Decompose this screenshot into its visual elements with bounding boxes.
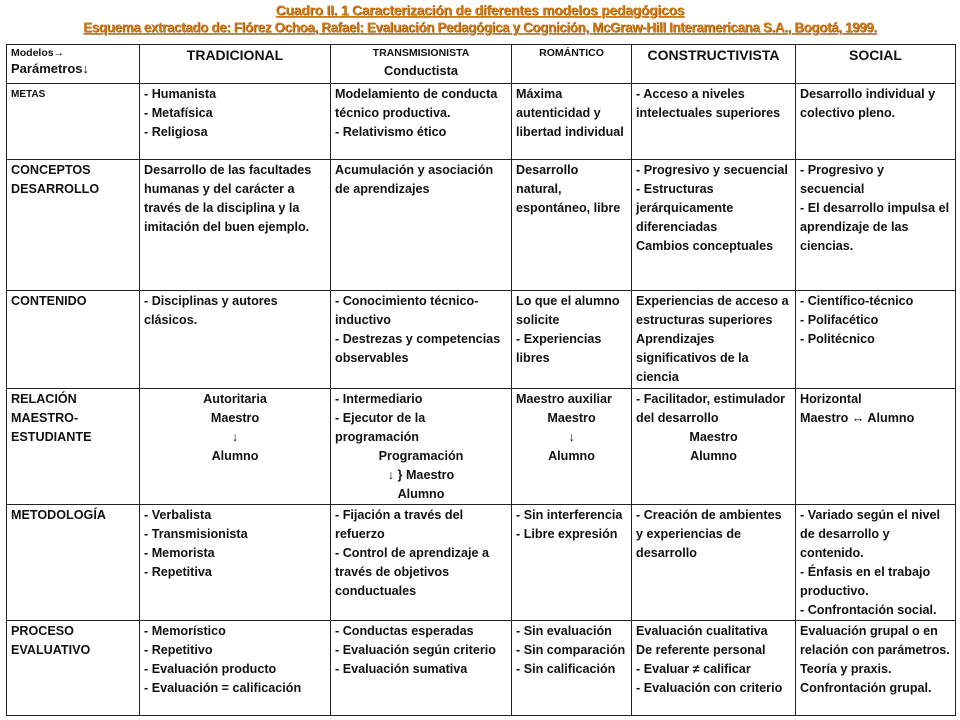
cell-relacion-social [796, 389, 956, 505]
contenido-label: CONTENIDO [11, 294, 87, 308]
cell-proceso-social [796, 621, 956, 716]
cell-line: - Científico-técnico [800, 294, 914, 308]
cell-line: Alumno [397, 487, 445, 501]
cell-conceptos-social [796, 160, 956, 291]
down-arrow-icon: ↓ [231, 430, 239, 444]
parameters-label: Parámetros↓ [11, 61, 90, 76]
row-label-metas [7, 84, 140, 160]
cell-line: - Experiencias libres [516, 332, 602, 365]
cell-line: - Evaluar ≠ calificar [636, 662, 751, 676]
table-row-contenido [7, 291, 956, 389]
table-row-relacion [7, 389, 956, 505]
cell-line: Aprendizajes significativos de la ciencia [636, 332, 749, 384]
cell-line: - Ejecutor de la programación [335, 411, 426, 444]
cell-line: - Variado según el nivel de desarrollo y contenido. [800, 508, 940, 560]
cell-line: - Evaluación sumativa [335, 662, 468, 676]
cell-line: - Religiosa [144, 125, 208, 139]
cell-line: Desarrollo de las facultades humanas y del carácter a través de la disciplina y la imitación del buen ejemplo. [144, 163, 312, 234]
page-subtitle: Esquema extractado de: Flórez Ochoa, Rafael: Evaluación Pedagógica y Cognición, McGraw-Hill Interamericana S.A., Bogotá, 1999. [83, 20, 877, 35]
cell-contenido-romantico [512, 291, 632, 389]
cell-line: Maestro [689, 430, 738, 444]
cell-line: - Sin interferencia [516, 508, 623, 522]
conceptos-label: CONCEPTOS DESARROLLO [11, 163, 100, 196]
cell-metas-tradicional [140, 84, 331, 160]
metas-label: METAS [11, 89, 46, 100]
header-row [7, 45, 956, 84]
cell-line: - Acceso a niveles intelectuales superiores [636, 87, 781, 120]
cell-proceso-constructivista [632, 621, 796, 716]
cell-line: - Progresivo y secuencial [636, 163, 788, 177]
cell-relacion-romantico [512, 389, 632, 505]
cell-line: - Libre expresión [516, 527, 618, 541]
cell-line: - Evaluación con criterio [636, 681, 783, 695]
cell-line: Desarrollo individual y colectivo pleno. [800, 87, 936, 120]
cell-line: Maestro [547, 411, 596, 425]
cell-line: - Polifacético [800, 313, 879, 327]
table-row-proceso [7, 621, 956, 716]
cell-metodologia-tradicional [140, 505, 331, 621]
cell-line: Evaluación grupal o en relación con parámetros. [800, 624, 950, 657]
column-header-romantico [512, 45, 632, 84]
cell-metas-transmisionista [331, 84, 512, 160]
cell-line: Maestro [210, 411, 260, 425]
cell-line: - Repetitivo [144, 643, 213, 657]
row-label-relacion [7, 389, 140, 505]
header-tradicional-label: TRADICIONAL [186, 47, 284, 63]
cell-proceso-tradicional [140, 621, 331, 716]
cell-line: Alumno [690, 449, 737, 463]
cell-line: - Sin calificación [516, 662, 616, 676]
cell-line: Alumno [211, 449, 259, 463]
column-header-constructivista [632, 45, 796, 84]
cell-line: Evaluación cualitativa [636, 624, 768, 638]
table-row-conceptos [7, 160, 956, 291]
cell-conceptos-romantico [512, 160, 632, 291]
header-transmisionista-label: TRANSMISIONISTA [372, 47, 470, 59]
cell-relacion-tradicional [140, 389, 331, 505]
cell-line: Horizontal [800, 392, 862, 406]
cell-metodologia-social [796, 505, 956, 621]
cell-line: Desarrollo natural, espontáneo, libre [516, 163, 621, 215]
cell-line: - Conductas esperadas [335, 624, 474, 638]
cell-line: - Metafísica [144, 106, 213, 120]
cell-conceptos-constructivista [632, 160, 796, 291]
row-label-proceso [7, 621, 140, 716]
cell-line: - Repetitiva [144, 565, 212, 579]
cell-line: - Fijación a través del refuerzo [335, 508, 464, 541]
proceso-label: PROCESO EVALUATIVO [11, 624, 91, 657]
cell-line: - Estructuras jerárquicamente diferenciadas [636, 182, 734, 234]
cell-line: - Politécnico [800, 332, 875, 346]
cell-line: Máxima autenticidad y libertad individual [516, 87, 624, 139]
row-label-metodologia [7, 505, 140, 621]
header-conductista-label: Conductista [384, 63, 458, 78]
cell-contenido-transmisionista [331, 291, 512, 389]
cell-contenido-tradicional [140, 291, 331, 389]
cell-line: - Evaluación según criterio [335, 643, 496, 657]
cell-line: Programación [378, 449, 464, 463]
header-romantico-label: ROMÁNTICO [539, 47, 604, 59]
cell-proceso-transmisionista [331, 621, 512, 716]
cell-line: - Progresivo y secuencial [800, 163, 884, 196]
cell-line: - Facilitador, estimulador del desarrollo [636, 392, 786, 425]
relacion-label: RELACIÓN MAESTRO-ESTUDIANTE [11, 392, 92, 444]
cell-conceptos-tradicional [140, 160, 331, 291]
cell-line: De referente personal [636, 643, 766, 657]
header-social-label: SOCIAL [849, 47, 902, 63]
table-row-metodologia [7, 505, 956, 621]
corner-cell [7, 45, 140, 84]
cell-line: - Memorístico [144, 624, 226, 638]
cell-line: Modelamiento de conducta técnico productiva. [335, 87, 498, 120]
table-row-metas [7, 84, 956, 160]
cell-line: - Intermediario [335, 392, 423, 406]
cell-line: Teoría y praxis. [800, 662, 892, 676]
models-label: Modelos→ [11, 47, 65, 59]
cell-line: - Control de aprendizaje a través de objetivos conductuales [335, 546, 489, 598]
cell-metas-constructivista [632, 84, 796, 160]
cell-line: - Relativismo ético [335, 125, 447, 139]
cell-line: - Sin evaluación [516, 624, 612, 638]
cell-contenido-social [796, 291, 956, 389]
title-block [0, 2, 960, 36]
cell-line: - Evaluación = calificación [144, 681, 302, 695]
column-header-tradicional [140, 45, 331, 84]
cell-line: Experiencias de acceso a estructuras superiores [636, 294, 789, 327]
column-header-transmisionista [331, 45, 512, 84]
page-title: Cuadro II. 1 Caracterización de diferentes modelos pedagógicos [275, 2, 685, 18]
cell-metodologia-romantico [512, 505, 632, 621]
cell-line: - Memorista [144, 546, 215, 560]
cell-line: - Sin comparación [516, 643, 626, 657]
cell-line: - Transmisionista [144, 527, 248, 541]
cell-line: Autoritaria [203, 392, 267, 406]
header-constructivista-label: CONSTRUCTIVISTA [647, 47, 780, 63]
down-arrow-icon: ↓ [568, 430, 575, 444]
cell-line: ↓ } Maestro [387, 468, 455, 482]
cell-metodologia-transmisionista [331, 505, 512, 621]
pedagogical-models-table [6, 44, 956, 716]
cell-line: - Disciplinas y autores clásicos. [144, 294, 278, 327]
row-label-conceptos [7, 160, 140, 291]
column-header-social [796, 45, 956, 84]
cell-metodologia-constructivista [632, 505, 796, 621]
cell-relacion-transmisionista [331, 389, 512, 505]
cell-metas-social [796, 84, 956, 160]
cell-line: - Evaluación producto [144, 662, 277, 676]
cell-line: - Humanista [144, 87, 217, 101]
cell-line: - Confrontación social. [800, 603, 937, 617]
cell-line: Acumulación y asociación de aprendizajes [335, 163, 494, 196]
cell-line: Lo que el alumno solicite [516, 294, 620, 327]
cell-line: - Conocimiento técnico-inductivo [335, 294, 479, 327]
cell-metas-romantico [512, 84, 632, 160]
cell-line: Alumno [548, 449, 595, 463]
cell-proceso-romantico [512, 621, 632, 716]
cell-contenido-constructivista [632, 291, 796, 389]
metodologia-label: METODOLOGÍA [11, 508, 106, 522]
cell-line: - El desarrollo impulsa el aprendizaje de las ciencias. [800, 201, 950, 253]
cell-line: - Verbalista [144, 508, 212, 522]
cell-line: - Destrezas y competencias observables [335, 332, 501, 365]
cell-conceptos-transmisionista [331, 160, 512, 291]
cell-line: Maestro auxiliar [516, 392, 612, 406]
cell-line: - Énfasis en el trabajo productivo. [800, 565, 931, 598]
cell-line: Confrontación grupal. [800, 681, 932, 695]
row-label-contenido [7, 291, 140, 389]
cell-line: Cambios conceptuales [636, 239, 774, 253]
cell-relacion-constructivista [632, 389, 796, 505]
cell-line: - Creación de ambientes y experiencias de desarrollo [636, 508, 782, 560]
cell-line: Maestro ↔ Alumno [800, 411, 915, 425]
